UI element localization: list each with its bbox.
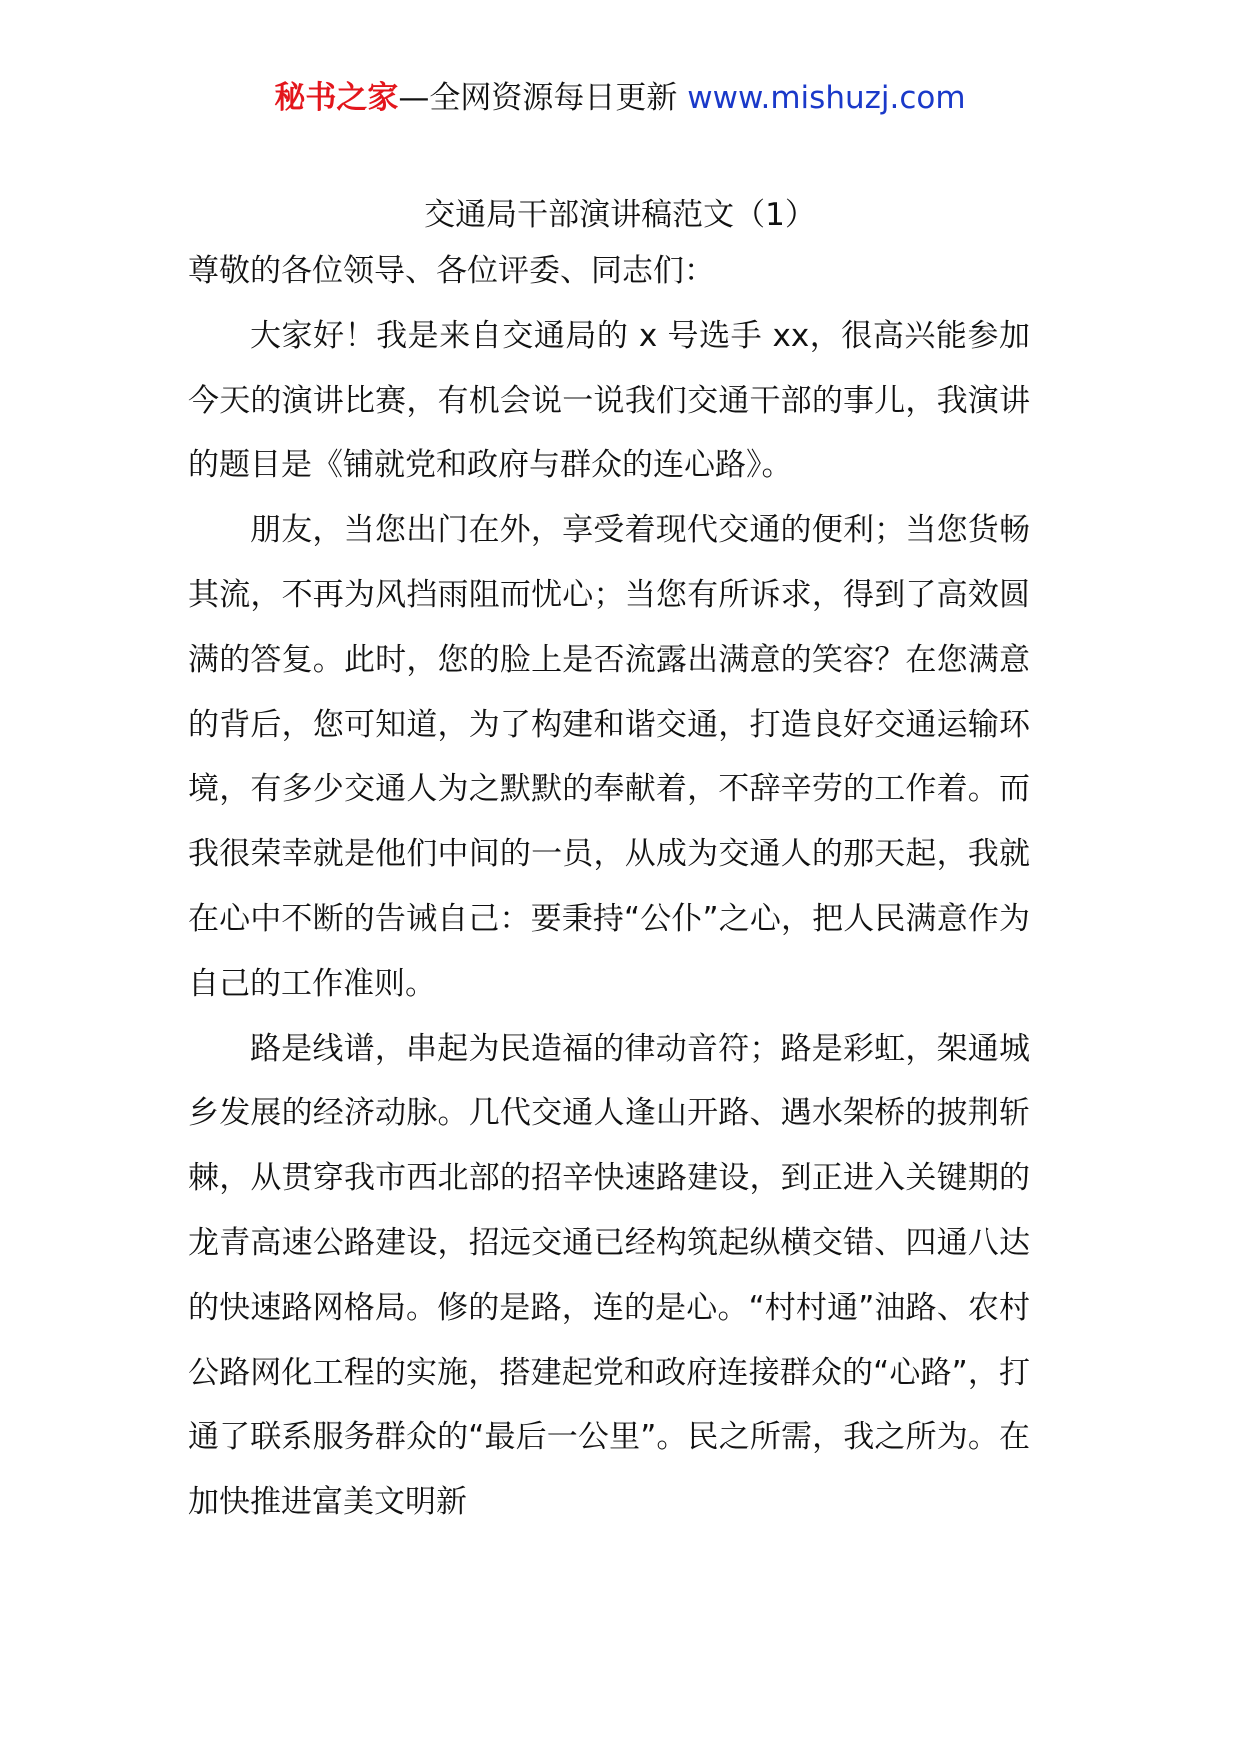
paragraph-3: 路是线谱，串起为民造福的律动音符；路是彩虹，架通城乡发展的经济动脉。几代交通人逢山开路、遇水架桥的披荆斩棘，从贯穿我市西北部的招辛快速路建设，到正进入关键期的龙青高速公路建设，招远交通已经构筑起纵横交错、四通八达的快速路网格局。修的是路，连的是心。“村村通”油路、农村公路网化工程的实施，搭建起党和政府连接群众的“心路”，打通了联系服务群众的“最后一公里”。民之所需，我之所为。在加快推进富美文明新 — [188, 1030, 1030, 1521]
site-header — [0, 78, 1240, 118]
paragraph-2: 朋友，当您出门在外，享受着现代交通的便利；当您货畅其流，不再为风挡雨阻而忧心；当您有所诉求，得到了高效圆满的答复。此时，您的脸上是否流露出满意的笑容？在您满意的背后，您可知道，为了构建和谐交通，打造良好交通运输环境，有多少交通人为之默默的奉献着，不辞辛劳的工作着。而我很荣幸就是他们中间的一员，从成为交通人的那天起，我就在心中不断的告诫自己：要秉持“公仆”之心，把人民满意作为自己的工作准则。 — [188, 512, 1030, 1002]
salutation: 尊敬的各位领导、各位评委、同志们： — [188, 253, 715, 289]
document-body — [188, 239, 1030, 1535]
brand-name: 秘书之家 — [274, 80, 399, 116]
paragraph-1: 大家好！我是来自交通局的 x 号选手 xx，很高兴能参加今天的演讲比赛，有机会说一说我们交通干部的事儿，我演讲的题目是《铺就党和政府与群众的连心路》。 — [188, 317, 1030, 484]
header-tagline: —全网资源每日更新 — [398, 80, 678, 116]
document-title: 交通局干部演讲稿范文（1） — [424, 197, 816, 233]
site-url-link[interactable]: www.mishuzj.com — [687, 80, 966, 116]
